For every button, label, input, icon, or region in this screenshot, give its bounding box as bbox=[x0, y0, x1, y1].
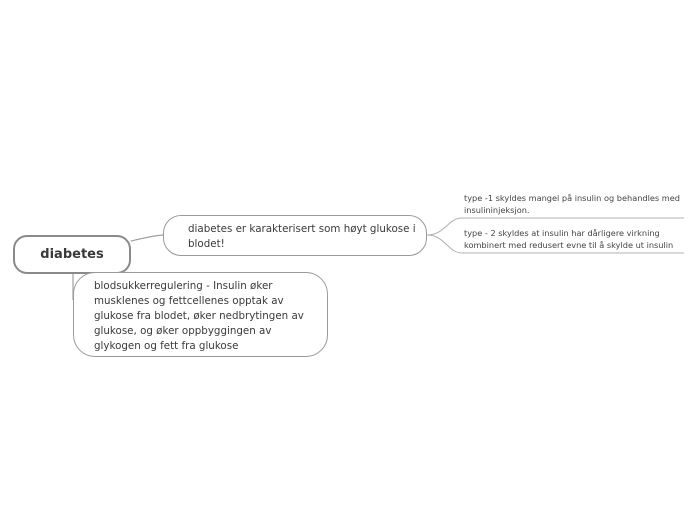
branch-node-regulation-label: blodsukkerregulering - Insulin øker musklenes og fettcellenes opptak av glukose fra blodet, øker nedbrytingen av glukose, og øker oppbyggingen av glykogen og fett fra glukose bbox=[94, 280, 304, 352]
branch-node-definition[interactable] bbox=[163, 215, 427, 256]
branch-node-definition-label: diabetes er karakterisert som høyt glukose i blodet! bbox=[188, 223, 416, 250]
root-node-label: diabetes bbox=[40, 247, 104, 262]
leaf-node-type-1-label-line: type -1 skyldes mangel på insulin og behandles med insulininjeksjon. bbox=[464, 193, 680, 215]
leaf-node-type-2[interactable] bbox=[464, 227, 673, 251]
leaf-node-type-2-label-line: type - 2 skyldes at insulin har dårligere virkning kombinert med redusert evne til å skylde ut insulin bbox=[464, 228, 674, 250]
branch-node-regulation[interactable] bbox=[73, 272, 328, 357]
leaf-node-type-1[interactable] bbox=[464, 192, 680, 216]
connector-root-to-branch-1 bbox=[131, 235, 163, 241]
root-node[interactable] bbox=[13, 235, 131, 274]
